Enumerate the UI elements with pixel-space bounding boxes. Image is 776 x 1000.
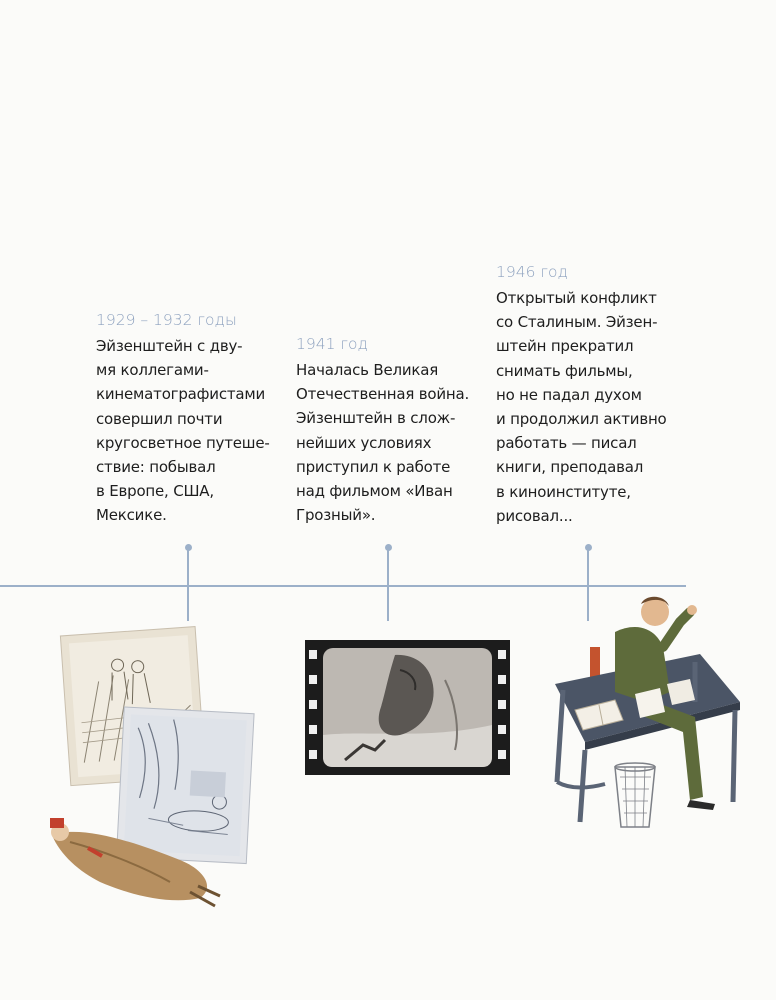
entry-year: 1941 год (296, 335, 368, 353)
entry-text-line: Началась Великая (296, 361, 439, 379)
entry-text-line: кинематографистами (96, 385, 266, 404)
entry-text-line: и продолжил активно (496, 410, 667, 429)
timeline-entry-1941 (296, 334, 469, 527)
sketches-illustration (40, 620, 265, 920)
entry-text-line: в Европе, США, (96, 482, 214, 501)
entry-text-line: приступил к работе (296, 457, 451, 476)
entry-text-line: но не падал духом (496, 385, 642, 404)
entry-text-line: Грозный». (296, 506, 376, 525)
entry-text-line: кругосветное путеше- (96, 433, 270, 452)
entry-text-line: совершил почти (96, 409, 223, 428)
timeline-marker-1929 (187, 546, 189, 621)
entry-text-line: Эйзенштейн с дву- (96, 337, 243, 355)
entry-year: 1946 год (496, 263, 568, 281)
timeline-axis (0, 585, 686, 587)
entry-text-line: Отечественная война. (296, 385, 470, 404)
man-at-desk-illustration (545, 592, 745, 837)
marker-dot (185, 544, 192, 551)
entry-text-line: со Сталиным. Эйзен- (496, 313, 658, 332)
film-frame-illustration (305, 640, 510, 775)
entry-text-line: над фильмом «Иван (296, 482, 453, 501)
entry-text-line: ствие: побывал (96, 458, 216, 477)
entry-text-line: снимать фильмы, (496, 361, 633, 380)
marker-dot (585, 544, 592, 551)
entry-text-line: рисовал... (496, 506, 573, 525)
entry-text-line: Эйзенштейн в слож- (296, 409, 456, 428)
timeline-marker-1941 (387, 546, 389, 621)
entry-text-line: мя коллегами- (96, 361, 209, 380)
entry-text-line: штейн прекратил (496, 337, 634, 356)
timeline-entry-1929 (96, 310, 270, 528)
entry-year: 1929 – 1932 годы (96, 311, 237, 329)
entry-text-line: работать — писал (496, 434, 637, 453)
entry-text-line: книги, преподавал (496, 458, 644, 477)
entry-text-line: в киноинституте, (496, 482, 631, 501)
entry-text-line: Открытый конфликт (496, 289, 657, 307)
entry-text-line: нейших условиях (296, 433, 432, 452)
entry-text-line: Мексике. (96, 506, 167, 525)
marker-dot (385, 544, 392, 551)
timeline-entry-1946 (496, 262, 667, 528)
